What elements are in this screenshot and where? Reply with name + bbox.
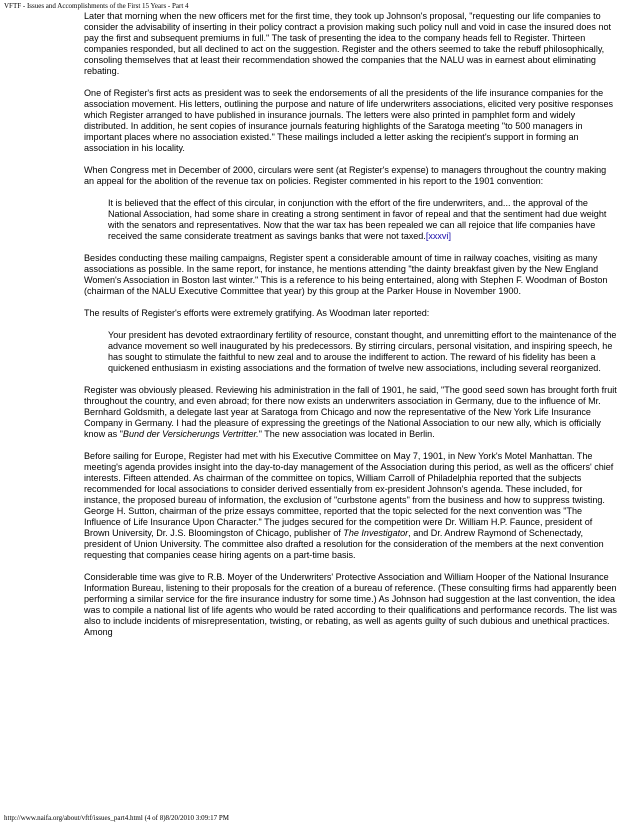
paragraph: Later that morning when the new officers met for the first time, they took up Johnson's proposal, "requesting our life companies to consider the advisability of inserting in their policy contract a provision making such policy null and void in case the insured does not pay the first and subsequent premiums in full." The task of presenting the idea to the company heads fell to Register. Thirteen companies responded, but all declined to act on the suggestion. Register and the others seemed to take the rebuff philosophically, consoling themselves that at least their recommendation showed the companies that the NALU was in earnest about eliminating rebating. — [84, 11, 612, 76]
paragraph: Register was obviously pleased. Reviewing his administration in the fall of 1901, he said, "The good seed sown has brought forth fruit throughout the country, and even abroad; for there now exists an underwriters association in Germany, due to the influence of Mr. Bernhard Goldsmith, a delegate last year at Saratoga from Chicago and now the representative of the New York Life Insurance Company in Germany. I had the pleasure of expressing the greetings of the National Association to our new ally, which is officially know as "Bund der Versicherungs Vertritter." The new association was located in Berlin. — [84, 385, 617, 439]
document-body — [84, 11, 618, 649]
quote-text: It is believed that the effect of this circular, in conjunction with the effort of the fire underwriters, and... the approval of the National Association, had some share in creating a strong sentiment in favor of repeal and that the sentiment had due weight with the senators and representatives. Now that the war tax has been repealed we can all rejoice that life companies have received the same considerate treatment as savings banks that were not taxed. — [108, 198, 607, 241]
blockquote: Your president has devoted extraordinary fertility of resource, constant thought, and unremitting effort to the maintenance of the advance movement so well inaugurated by his predecessors. By stirring circulars, personal visitation, and inspiring speech, he has sought to stimulate the faithful to new zeal and to arouse the indifferent to action. The reward of his fidelity has been a quickened enthusiasm in existing associations and the formation of twelve new associations, including several reorganized. — [108, 330, 617, 373]
paragraph: Besides conducting these mailing campaigns, Register spent a considerable amount of time in railway coaches, visiting as many associations as possible. In the same report, for instance, he mentions attending "the dainty breakfast given by the New England Women's Association in Boston last winter." This is a reference to his being entertained, along with Stephen F. Woodman of Boston (chairman of the NALU Executive Committee that year) by this group at the Parker House in November 1900. — [84, 253, 608, 296]
italic-title: The Investigator — [343, 528, 409, 538]
paragraph: One of Register's first acts as president was to seek the endorsements of all the presidents of the life insurance companies for the association movement. His letters, outlining the purpose and nature of life underwriters associations, elicited very positive responses which Register arranged to have published in insurance journals. The letters were also printed in pamphlet form and widely distributed. In addition, he sent copies of insurance journals featuring highlights of the Saratoga meeting "to 500 managers in important places where no association existed." These mailings included a letter asking the recipient's support in forming an association in his locality. — [84, 88, 614, 153]
footnote-link[interactable]: [xxxvi] — [425, 231, 451, 241]
print-header: VFTF - Issues and Accomplishments of the First 15 Years - Part 4 — [4, 2, 189, 10]
paragraph: The results of Register's efforts were extremely gratifying. As Woodman later reported: — [84, 308, 430, 318]
paragraph: When Congress met in December of 2000, circulars were sent (at Register's expense) to managers throughout the country making an appeal for the abolition of the revenue tax on policies. Register commented in his report to the 1901 convention: — [84, 165, 607, 186]
paragraph: Considerable time was give to R.B. Moyer of the Underwriters' Protective Association and William Hooper of the National Insurance Information Bureau, listening to their proposals for the creation of a bureau of reference. (These consulting firms had apparently been performing a similar service for the fire insurance industry for some time.) As Johnson had suggestion at the last convention, the idea was to compile a national list of life agents who would be rated according to their qualifications and performance records. The list was also to include incidents of misrepresentation, twisting, or rebating, as well as agents guilty of such dubious and unethical practices. Among — [84, 572, 617, 637]
print-footer: http://www.naifa.org/about/vftf/issues_part4.html (4 of 8)8/20/2010 3:09:17 PM — [4, 814, 229, 822]
paragraph: Before sailing for Europe, Register had met with his Executive Committee on May 7, 1901, in New York's Motel Manhattan. The meeting's agenda provides insight into the day-to-day management of the Association during this period, as well as the officers' chief interests. Fifteen attended. As chairman of the committee on topics, William Carroll of Philadelphia reported that the subjects recommended for local associations to consider derived essentially from ex-president Johnson's agenda. These included, for instance, the proposed bureau of information, the exclusion of "curbstone agents" from the business and how to suppress twisting. George H. Sutton, chairman of the prize essays committee, reported that the topic selected for the next convention was "The Influence of Life Insurance Upon Character." The judges secured for the competition were Dr. William H.P. Faunce, president of Brown University, Dr. J.S. Bloomingston of Chicago, publisher of The Investigator, and Dr. Andrew Raymond of Schenectady, president of Union University. The committee also drafted a resolution for the consideration of the members at the next convention requesting that companies cease hiring agents on a part-time basis. — [84, 451, 614, 560]
blockquote — [108, 198, 618, 242]
italic-term: Bund der Versicherungs Vertritter. — [122, 429, 259, 439]
